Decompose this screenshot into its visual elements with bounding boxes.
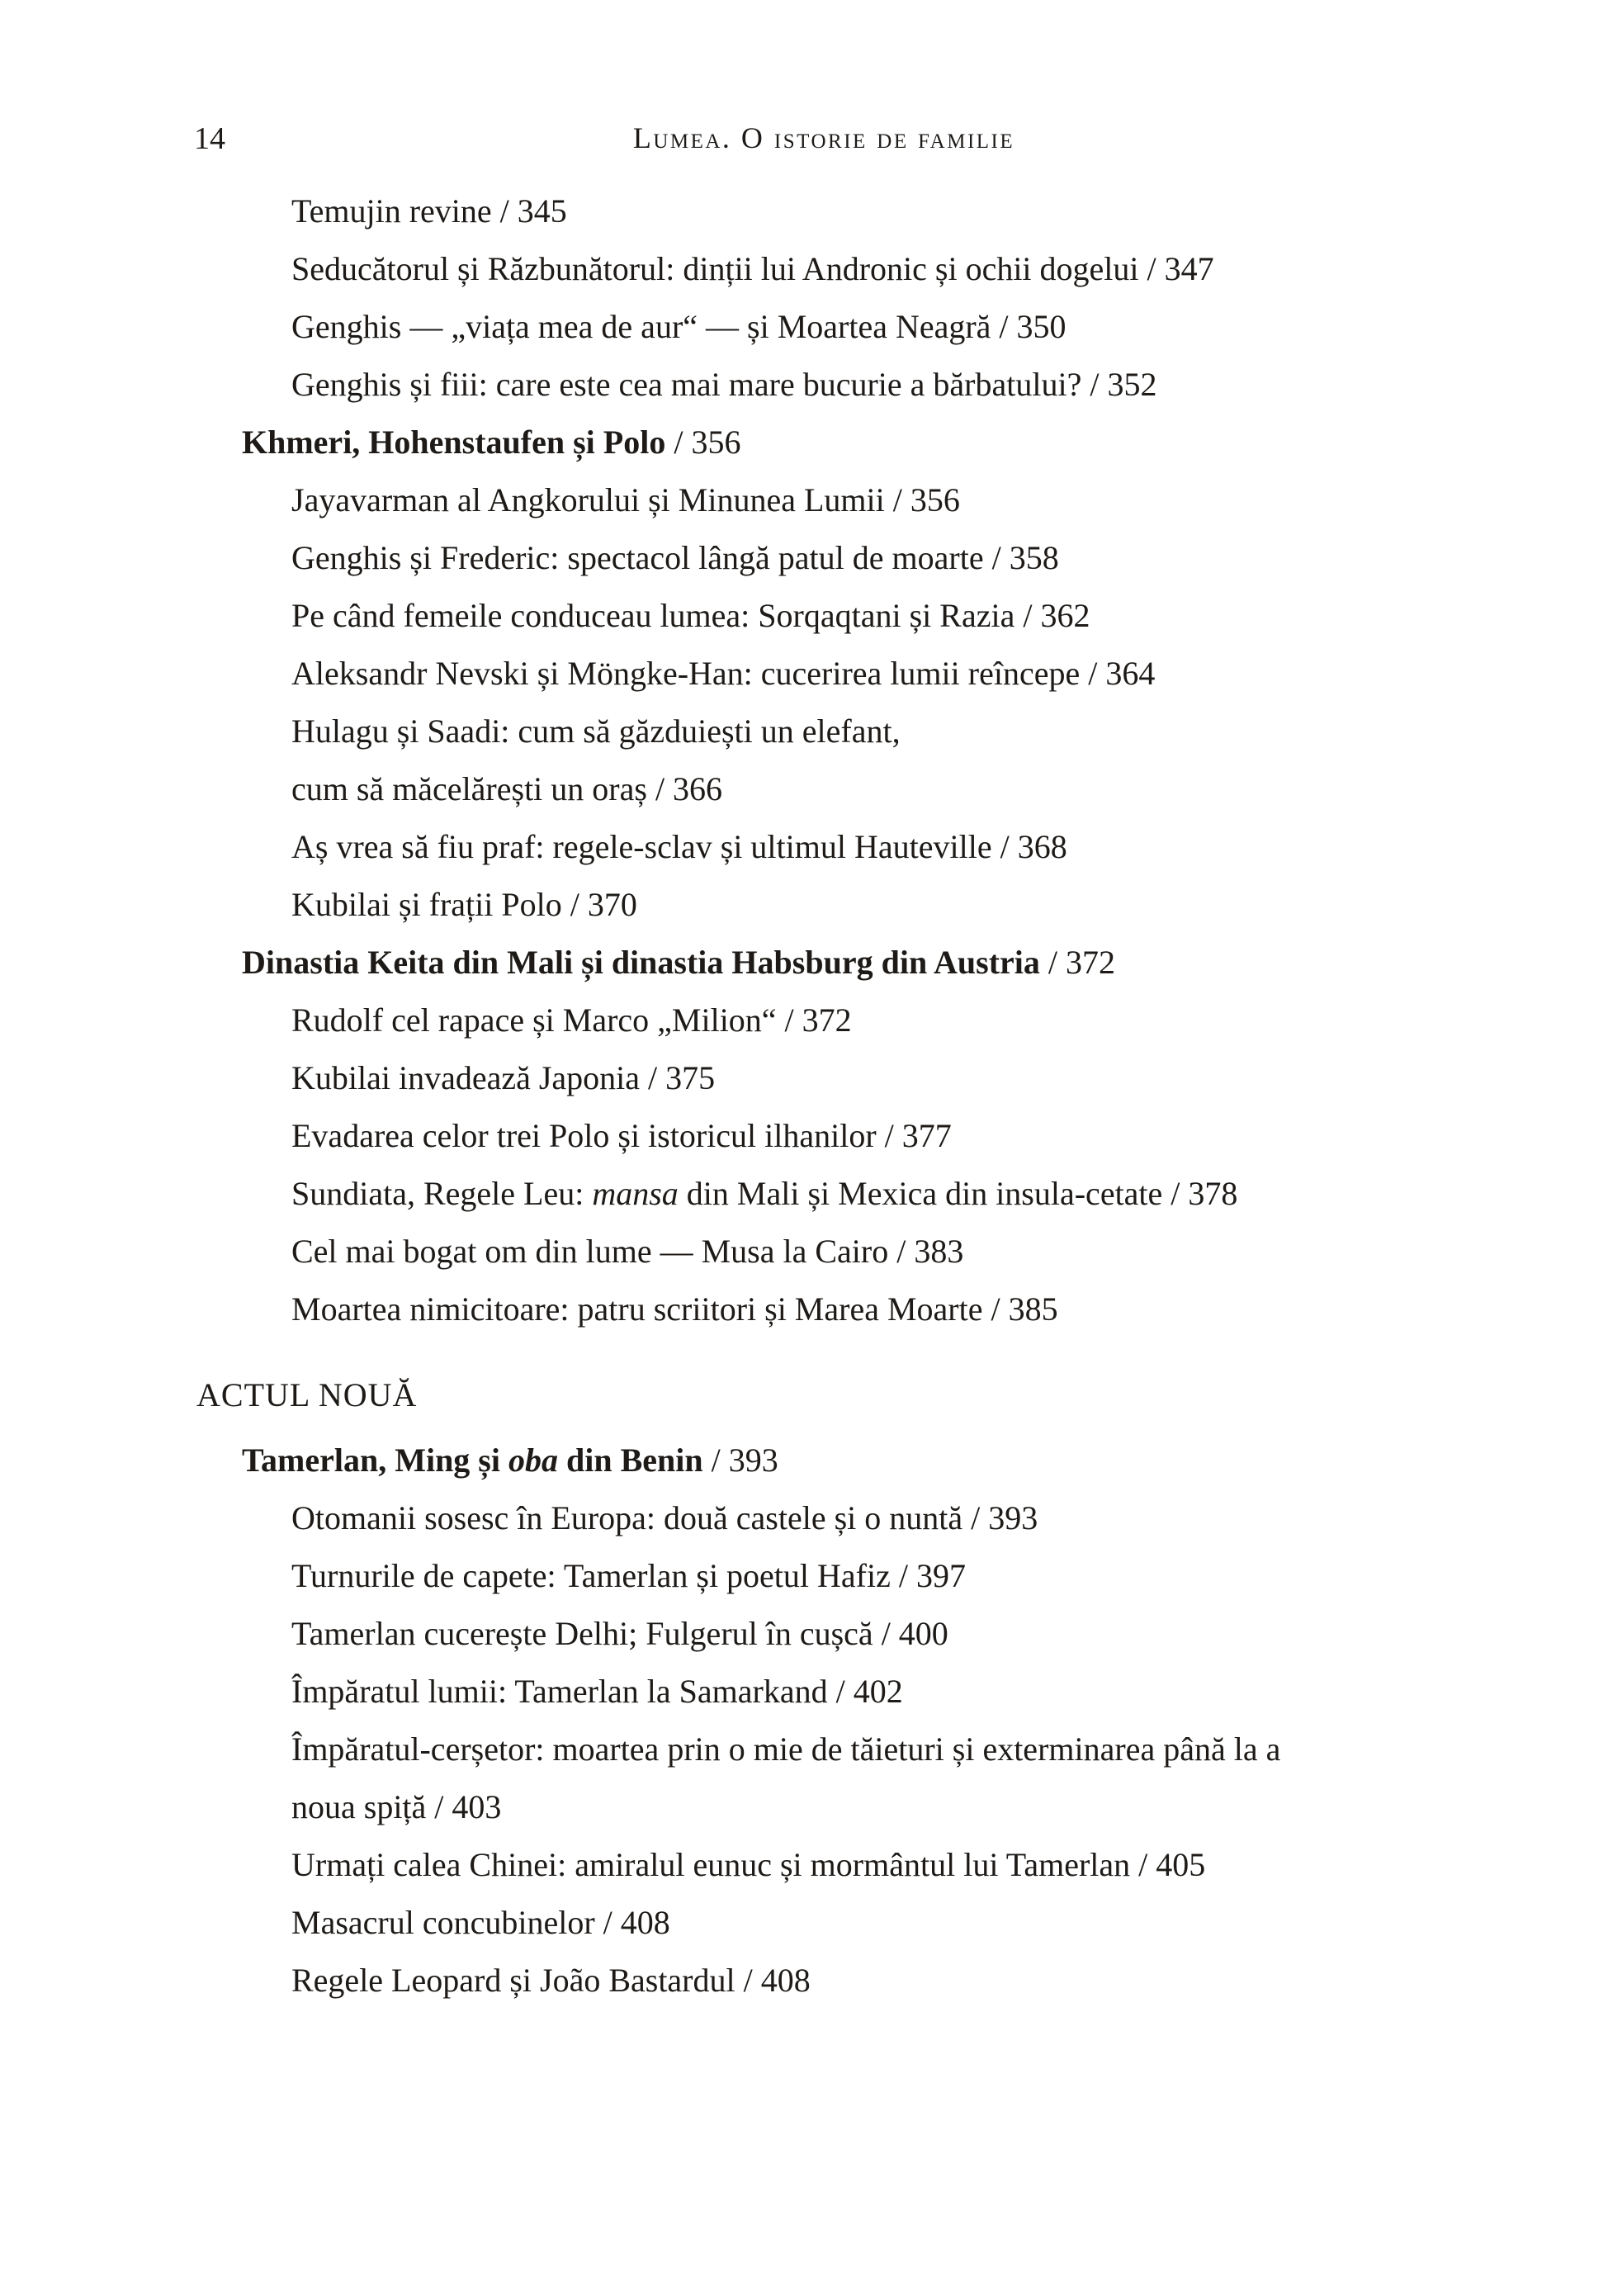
toc-text-segment: Temujin revine / 345 [291,192,567,230]
table-of-contents [0,182,1608,2010]
toc-text-segment: Otomanii sosesc în Europa: două castele și o nuntă / 393 [291,1499,1038,1536]
toc-text-segment: Evadarea celor trei Polo și istoricul ilhanilor / 377 [291,1117,952,1154]
toc-section-heading [242,414,1608,471]
toc-text-segment: Aleksandr Nevski și Möngke-Han: cucerirea lumii reîncepe / 364 [291,655,1156,692]
toc-text-segment: Împăratul-cerșetor: moartea prin o mie de tăieturi și exterminarea până la a [291,1730,1281,1768]
toc-text-segment: Kubilai și frații Polo / 370 [291,886,637,923]
toc-entry [291,1223,1608,1281]
toc-entry [291,1605,1608,1663]
toc-text-segment: noua spiță / 403 [291,1788,502,1825]
toc-text-segment: Genghis și fiii: care este cea mai mare bucurie a bărbatului? / 352 [291,366,1157,403]
toc-entry [291,1107,1608,1165]
toc-entry [291,1952,1608,2010]
toc-text-segment: Împăratul lumii: Tamerlan la Samarkand / 402 [291,1673,903,1710]
toc-text-segment: Pe când femeile conduceau lumea: Sorqaqtani și Razia / 362 [291,597,1090,634]
toc-entry [291,471,1608,529]
toc-text-segment: Moartea nimicitoare: patru scriitori și Marea Moarte / 385 [291,1290,1058,1328]
toc-entry [291,529,1608,587]
toc-entry [291,240,1608,298]
toc-text-segment: Genghis și Frederic: spectacol lângă patul de moarte / 358 [291,539,1059,576]
toc-entry-continuation [291,760,1608,818]
toc-entry [291,1894,1608,1952]
toc-text-segment: Khmeri, Hohenstaufen și Polo [242,424,666,461]
toc-text-segment: mansa [592,1175,679,1212]
toc-text-segment: oba [508,1442,558,1479]
toc-entry [291,876,1608,934]
toc-text-segment: cum să măcelărești un oraș / 366 [291,770,723,807]
toc-entry [291,1836,1608,1894]
toc-section-heading [242,1432,1608,1489]
toc-text-segment: Jayavarman al Angkorului și Minunea Lumii / 356 [291,481,960,518]
toc-text-segment: Sundiata, Regele Leu: [291,1175,593,1212]
toc-text-segment: / 356 [665,424,741,461]
toc-entry-continuation [291,1778,1608,1836]
toc-text-segment: Cel mai bogat om din lume — Musa la Cairo / 383 [291,1233,964,1270]
toc-text-segment: Genghis — „viața mea de aur“ — și Moartea Neagră / 350 [291,308,1066,345]
toc-entry [291,645,1608,703]
toc-entry [291,356,1608,414]
toc-text-segment: / 393 [702,1442,778,1479]
running-header: Lumea. O istorie de familie [632,121,1015,154]
toc-entry [291,1281,1608,1338]
toc-text-segment: ACTUL NOUĂ [196,1376,418,1413]
toc-section-heading [242,934,1608,992]
toc-text-segment: din Benin [558,1442,703,1479]
toc-text-segment: Urmați calea Chinei: amiralul eunuc și mormântul lui Tamerlan / 405 [291,1846,1206,1883]
page-number: 14 [194,121,225,156]
toc-text-segment: Tamerlan, Ming și [242,1442,508,1479]
toc-entry [291,1489,1608,1547]
toc-entry [291,1165,1608,1223]
toc-text-segment: Turnurile de capete: Tamerlan și poetul Hafiz / 397 [291,1557,966,1594]
toc-text-segment: Aș vrea să fiu praf: regele-sclav și ultimul Hauteville / 368 [291,828,1067,865]
toc-text-segment: Tamerlan cucerește Delhi; Fulgerul în cușcă / 400 [291,1615,948,1652]
toc-text-segment: Hulagu și Saadi: cum să găzduiești un elefant, [291,712,901,750]
toc-text-segment: / 372 [1039,944,1115,981]
toc-entry [291,1663,1608,1721]
toc-text-segment: Kubilai invadează Japonia / 375 [291,1059,716,1096]
act-heading [196,1366,1608,1424]
toc-entry [291,1049,1608,1107]
toc-entry [291,1547,1608,1605]
toc-entry [291,182,1608,240]
toc-entry [291,587,1608,645]
toc-text-segment: Rudolf cel rapace și Marco „Milion“ / 372 [291,1001,852,1039]
toc-entry [291,992,1608,1049]
toc-text-segment: din Mali și Mexica din insula-cetate / 378 [678,1175,1238,1212]
toc-text-segment: Dinastia Keita din Mali și dinastia Habsburg din Austria [242,944,1040,981]
toc-entry [291,1721,1608,1778]
toc-text-segment: Masacrul concubinelor / 408 [291,1904,670,1941]
toc-text-segment: Regele Leopard și João Bastardul / 408 [291,1962,811,1999]
toc-text-segment: Seducătorul și Răzbunătorul: dinții lui Andronic și ochii dogelui / 347 [291,250,1214,287]
toc-entry [291,298,1608,356]
toc-entry [291,818,1608,876]
toc-entry [291,703,1608,760]
